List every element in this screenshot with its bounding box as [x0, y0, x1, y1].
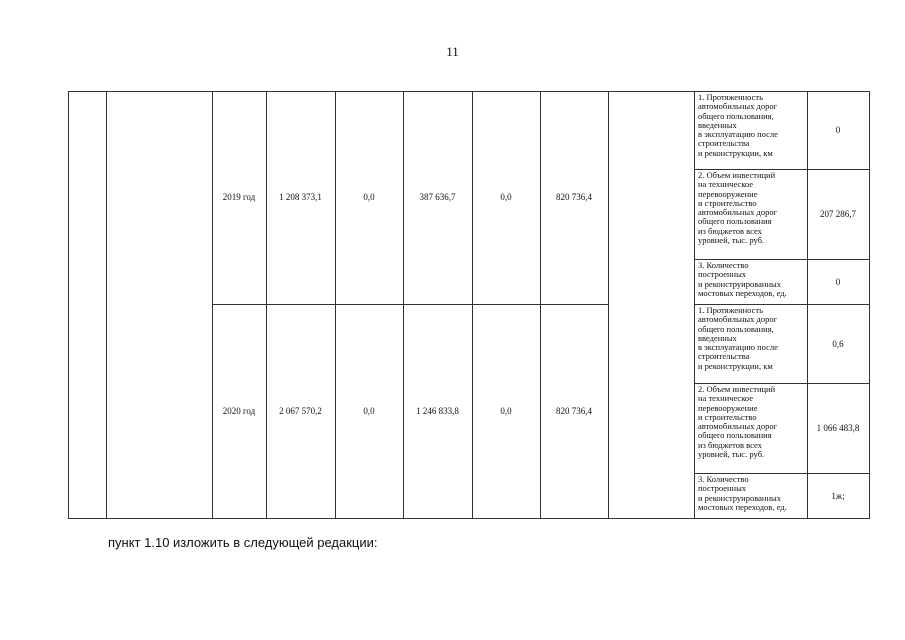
indicator-name: 3. Количество построенных и реконструированных мостовых переходов, ед. — [698, 261, 787, 298]
year-cell: 2020 год — [222, 405, 256, 416]
table-border-bottom — [68, 518, 870, 519]
other-cell: 820 736,4 — [556, 405, 592, 416]
indicator-value: 0,6 — [832, 338, 844, 349]
page-number: 11 — [446, 44, 459, 59]
indicator-value: 0 — [835, 125, 841, 135]
indicator-value: 1 066 483,8 — [816, 423, 860, 433]
regional-cell: 1 246 833,8 — [416, 405, 459, 416]
year-cell: 2019 год — [222, 192, 256, 202]
total-cell: 2 067 570,2 — [279, 405, 322, 416]
federal-cell: 0,0 — [363, 192, 375, 202]
indicator-name: 2. Объем инвестиций на техническое перевооружение и строительство автомобильных дорог общего пользования из бюджетов всех уровней, тыс. руб. — [698, 385, 778, 460]
other-cell: 820 736,4 — [556, 192, 592, 202]
indicator-value: 0 — [835, 276, 841, 287]
indicator-value: 1ж; — [831, 490, 845, 501]
federal-cell: 0,0 — [363, 405, 375, 416]
total-cell: 1 208 373,1 — [279, 192, 322, 202]
table-border-left — [68, 91, 69, 518]
table-border-right — [869, 91, 870, 518]
footer-text: пункт 1.10 изложить в следующей редакции: — [108, 535, 378, 550]
indicator-value: 207 286,7 — [820, 209, 856, 219]
col-divider — [608, 91, 609, 518]
col-divider — [106, 91, 107, 518]
regional-cell: 387 636,7 — [419, 192, 456, 202]
indicator-name: 1. Протяженность автомобильных дорог общего пользования, введенных в эксплуатацию после строительства и реконструкции, км — [698, 306, 778, 371]
indicator-name: 3. Количество построенных и реконструированных мостовых переходов, ед. — [698, 475, 787, 512]
indicator-name: 1. Протяженность автомобильных дорог общего пользования, введенных в эксплуатацию после строительства и реконструкции, км — [698, 93, 778, 158]
local-cell: 0,0 — [500, 192, 512, 202]
local-cell: 0,0 — [500, 405, 512, 416]
indicator-name: 2. Объем инвестиций на техническое перевооружение и строительство автомобильных дорог общего пользования из бюджетов всех уровней, тыс. руб. — [698, 171, 778, 246]
